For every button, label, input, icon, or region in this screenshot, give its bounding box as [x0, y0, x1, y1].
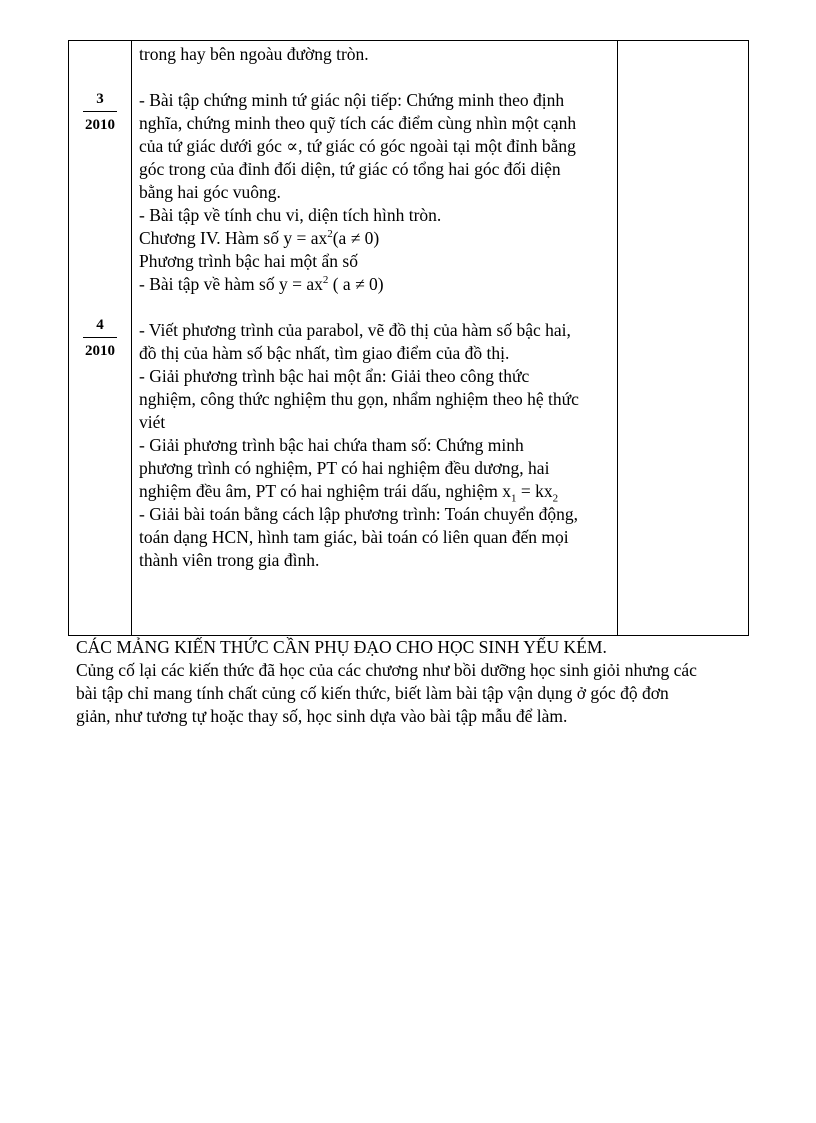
month-label: 4: [96, 317, 104, 333]
exercise-suffix: ( a ≠ 0): [328, 274, 384, 294]
paragraph-line: giản, như tương tự hoặc thay số, học sinh dựa vào bài tập mẫu để làm.: [76, 706, 568, 726]
paragraph-line: bài tập chỉ mang tính chất củng cố kiến thức, biết làm bài tập vận dụng ở góc độ đơn: [76, 683, 669, 703]
text-line: toán dạng HCN, hình tam giác, bài toán có liên quan đến mọi: [139, 527, 569, 547]
text-line: góc trong của đỉnh đối diện, tứ giác có tổng hai góc đối diện: [139, 159, 561, 179]
exercise-prefix: - Bài tập về hàm số y = ax: [139, 274, 323, 294]
chapter-suffix: (a ≠ 0): [332, 228, 380, 248]
text-line: nghĩa, chứng minh theo quỹ tích các điểm cùng nhìn một cạnh: [139, 113, 577, 133]
text-line: phương trình có nghiệm, PT có hai nghiệm đều dương, hai: [139, 458, 550, 478]
date-cell-march: [69, 89, 131, 135]
exponent: 2: [322, 274, 329, 287]
text-line: bằng hai góc vuông.: [139, 182, 281, 202]
column-divider-notes: [617, 41, 618, 635]
remedial-section: [76, 636, 748, 728]
exercise-line: [139, 273, 615, 296]
content-cell: [139, 43, 615, 572]
fraction-rule: [83, 337, 117, 338]
roots-prefix: nghiệm đều âm, PT có hai nghiệm trái dấu, nghiệm x: [139, 481, 511, 501]
text-line: - Viết phương trình của parabol, vẽ đồ thị của hàm số bậc hai,: [139, 320, 571, 340]
subscript: 2: [552, 492, 559, 505]
year-label: 2010: [85, 117, 115, 133]
roots-line: [139, 480, 615, 503]
text-line: - Giải bài toán bằng cách lập phương trình: Toán chuyển động,: [139, 504, 579, 524]
exponent: 2: [327, 228, 333, 241]
chapter-line: [139, 227, 615, 250]
text-line: đồ thị của hàm số bậc nhất, tìm giao điểm của đồ thị.: [139, 343, 510, 363]
section-heading: CÁC MẢNG KIẾN THỨC CẦN PHỤ ĐẠO CHO HỌC SINH YẾU KÉM.: [76, 637, 607, 657]
month-label: 3: [96, 91, 104, 107]
subscript: 1: [510, 492, 517, 505]
text-line: viét: [139, 412, 166, 432]
date-cell-april: [69, 315, 131, 361]
text-line: - Giải phương trình bậc hai một ẩn: Giải theo công thức: [139, 366, 530, 386]
text-line: thành viên trong gia đình.: [139, 550, 320, 570]
text-line: trong hay bên ngoàu đường tròn.: [139, 44, 369, 64]
roots-mid: = kx: [516, 481, 553, 501]
chapter-prefix: Chương IV. Hàm số y = ax: [139, 228, 328, 248]
text-line: - Bài tập về tính chu vi, diện tích hình tròn.: [139, 205, 442, 225]
text-line: của tứ giác dưới góc ∝, tứ giác có góc ngoài tại một đỉnh bằng: [139, 136, 576, 156]
fraction-rule: [83, 111, 117, 112]
schedule-table: [68, 40, 749, 636]
column-divider-date: [131, 41, 132, 635]
text-line: nghiệm, công thức nghiệm thu gọn, nhẩm nghiệm theo hệ thức: [139, 389, 579, 409]
year-label: 2010: [85, 343, 115, 359]
paragraph-line: Củng cố lại các kiến thức đã học của các chương như bồi dưỡng học sinh giỏi nhưng các: [76, 660, 697, 680]
text-line: Phương trình bậc hai một ẩn số: [139, 251, 358, 271]
text-line: - Bài tập chứng minh tứ giác nội tiếp: Chứng minh theo định: [139, 90, 565, 110]
text-line: - Giải phương trình bậc hai chứa tham số: Chứng minh: [139, 435, 524, 455]
